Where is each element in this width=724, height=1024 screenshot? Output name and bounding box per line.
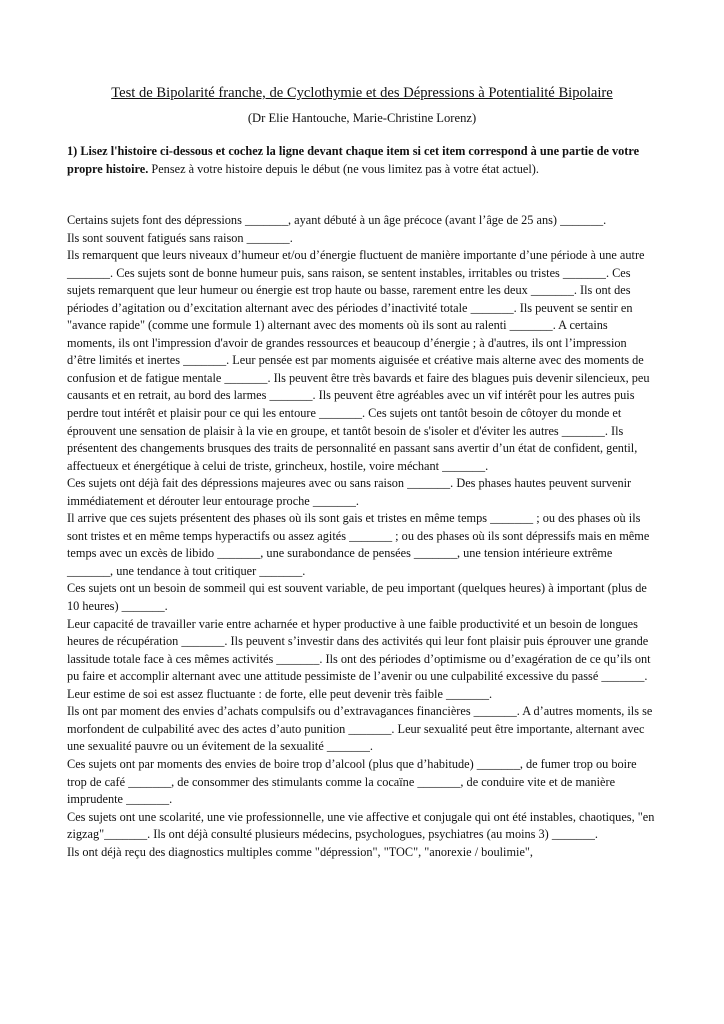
paragraph-mood-fluctuations: Ils remarquent que leurs niveaux d’humeur et/ou d’énergie fluctuent de manière importante d’une période à une autre _______. Ces sujets sont de bonne humeur puis, sans raison, se sentent instables, irritables ou tristes _______. Ces sujets remarquent que leur humeur ou énergie est trop haute ou basse, rarement entre les deux _______. Ils ont des périodes d’agitation ou d’excitation alternant avec des périodes d’inactivité totale _______. Ils peuvent se sentir en "avance rapide" (comme une formule 1) alternant avec des moments où ils sont au ralenti _______. A certains moments, ils ont l'impression d'avoir de grandes ressources et beaucoup d’énergie ; à d'autres, ils ont l’impression d’être limités et inertes _______. Leur pensée est par moments aiguisée et créative mais alterne avec des moments de confusion et de fatigue mentale _______. Ils peuvent être très bavards et faire des blagues puis devenir silencieux, peu causants et en retrait, au bord des larmes _______. Ils peuvent être agréables avec un vif intérêt pour les autres puis perdre tout intérêt et plaisir pour ce qui les entoure _______. Ces sujets ont tantôt besoin de côtoyer du monde et éprouvent une sensation de plaisir à la vie en groupe, et tantôt besoin de s'isoler et d'éviter les autres _______. Ils présentent des changements brusques des traits de personnalité en passant sans avertir d’un état de confident, gentil, affectueux et énergétique à celui de triste, grincheux, hostile, voire méchant _______. [67, 248, 650, 473]
paragraph-spending: Ils ont par moment des envies d’achats compulsifs ou d’extravagances financières _______. A d’autres moments, ils se morfondent de culpabilité avec des actes d’auto punition _______. Leur sexualité peut être importante, alternant avec une sexualité pauvre ou un évitement de la sexualité _______. [67, 704, 653, 754]
instruction-normal-text: Pensez à votre histoire depuis le début (ne vous limitez pas à votre état actuel). [148, 161, 539, 176]
paragraph-life-instability: Ces sujets ont une scolarité, une vie professionnelle, une vie affective et conjugale qui ont été instables, chaotiques, "en zigzag"_______. Ils ont déjà consulté plusieurs médecins, psychologues, psychiatres (au moins 3) _______. [67, 809, 655, 842]
paragraph-early-depression: Certains sujets font des dépressions _______, ayant débuté à un âge précoce (avant l’âge de 25 ans) _______. [67, 213, 607, 227]
paragraph-work-capacity: Leur capacité de travailler varie entre acharnée et hyper productive à une faible productivité et un besoin de longues heures de récupération _______. Ils peuvent s’investir dans des activités qui leur font plaisir puis éprouver une grande lassitude totale face à ces mêmes activités _______. Ils ont des périodes d’optimisme ou d’exagération de ce qu’ils ont pu faire et accomplir alternant avec une attitude pessimiste de l’avenir ou une culpabilité excessive du passé _______. Leur estime de soi est assez fluctuante : de forte, elle peut devenir très faible _______. [67, 616, 651, 701]
instruction-bold-text: 1) Lisez l'histoire ci-dessous et cochez la ligne devant chaque item si cet item correspond à une partie de votre propre histoire. [67, 144, 640, 176]
paragraph-mixed-phases: Il arrive que ces sujets présentent des phases où ils sont gais et tristes en même temps _______ ; ou des phases où ils sont tristes et en même temps hyperactifs ou assez agités _______ ; ou des phases où ils sont dépressifs mais en même temps avec un excès de libido _______, une surabondance de pensées _______, une tension intérieure extrême _______, une tendance à tout critiquer _______. [67, 511, 650, 578]
story-body [67, 212, 657, 861]
paragraph-major-depressions: Ces sujets ont déjà fait des dépressions majeures avec ou sans raison _______. Des phases hautes peuvent survenir immédiatement et dérouter leur entourage proche _______. [67, 476, 632, 508]
paragraph-diagnoses: Ils ont déjà reçu des diagnostics multiples comme "dépression", "TOC", "anorexie / boulimie", [67, 844, 533, 859]
paragraph-sleep: Ces sujets ont un besoin de sommeil qui est souvent variable, de peu important (quelques heures) à important (plus de 10 heures) _______. [67, 581, 647, 614]
paragraph-substances: Ces sujets ont par moments des envies de boire trop d’alcool (plus que d’habitude) _______, de fumer trop ou boire trop de café _______, de consommer des stimulants comme la cocaïne _______, de conduire vite et de manière imprudente _______. [67, 756, 637, 807]
instruction-paragraph [67, 143, 657, 178]
paragraph-fatigue: Ils sont souvent fatigués sans raison _______. [67, 230, 293, 245]
document-authors: (Dr Elie Hantouche, Marie-Christine Lorenz) [247, 111, 477, 125]
document-title: Test de Bipolarité franche, de Cyclothymie et des Dépressions à Potentialité Bipolaire [111, 85, 613, 101]
